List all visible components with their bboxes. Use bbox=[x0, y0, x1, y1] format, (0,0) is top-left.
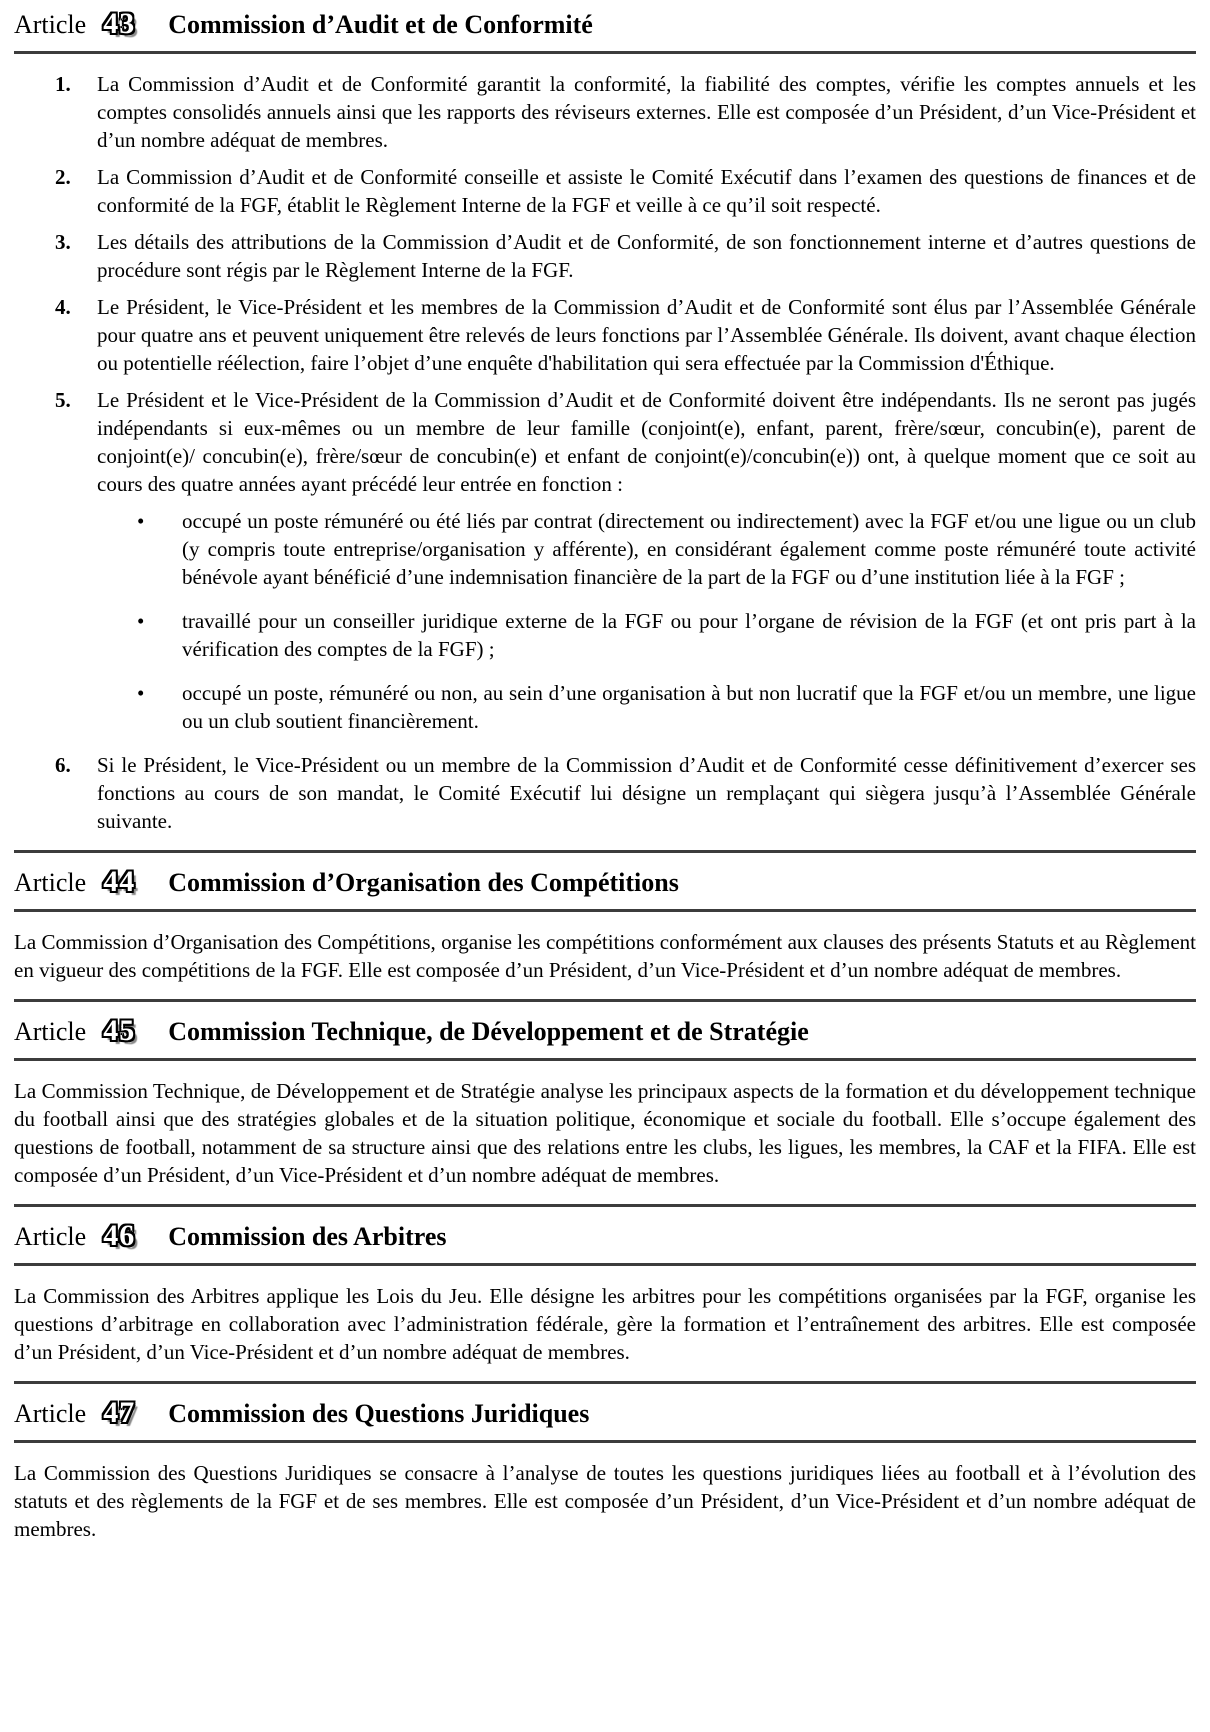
bullet-item-1 bbox=[14, 507, 1196, 591]
article-number: 46 bbox=[103, 1219, 136, 1252]
item-number: 4. bbox=[55, 295, 71, 319]
article-47-section bbox=[14, 1381, 1196, 1543]
article-43-heading bbox=[14, 6, 1196, 54]
item-text: Les détails des attributions de la Commission d’Audit et de Conformité, de son fonctionnement interne et d’autres questions de procédure sont régis par le Règlement Interne de la FGF. bbox=[97, 230, 1196, 282]
article-number: 47 bbox=[103, 1396, 136, 1429]
article-43-section bbox=[14, 6, 1196, 835]
article-45-heading bbox=[14, 999, 1196, 1061]
article-46-section bbox=[14, 1204, 1196, 1366]
article-47-body: La Commission des Questions Juridiques se consacre à l’analyse de toutes les questions juridiques liées au football et à l’évolution des statuts et des règlements de la FGF et de ses membres. Elle est composée d’un Président, d’un Vice-Président et d’un nombre adéquat de membres. bbox=[14, 1461, 1196, 1541]
item-number: 3. bbox=[55, 230, 71, 254]
article-label: Article bbox=[14, 868, 87, 897]
article-label: Article bbox=[14, 1017, 87, 1046]
bullet-list bbox=[14, 507, 1196, 735]
article-45-section bbox=[14, 999, 1196, 1189]
numbered-item-4 bbox=[14, 293, 1196, 377]
article-title: Commission Technique, de Développement et de Stratégie bbox=[168, 1017, 809, 1046]
item-number: 5. bbox=[55, 388, 71, 412]
bullet-text: • occupé un poste, rémunéré ou non, au sein d’une organisation à but non lucratif que la FGF et/ou un membre, une ligue ou un club soutient financièrement. bbox=[182, 681, 1196, 733]
article-label: Article bbox=[14, 10, 87, 39]
numbered-item-2 bbox=[14, 163, 1196, 219]
numbered-item-3 bbox=[14, 228, 1196, 284]
article-title: Commission d’Audit et de Conformité bbox=[168, 10, 593, 39]
article-46-heading bbox=[14, 1204, 1196, 1266]
article-number: 45 bbox=[103, 1014, 136, 1047]
item-number: 2. bbox=[55, 165, 71, 189]
numbered-item-1 bbox=[14, 70, 1196, 154]
article-title: Commission des Questions Juridiques bbox=[168, 1399, 590, 1428]
article-44-body: La Commission d’Organisation des Compétitions, organise les compétitions conformément aux clauses des présents Statuts et au Règlement en vigueur des compétitions de la FGF. Elle est composée d’un Président, d’un Vice-Président et d’un nombre adéquat de membres. bbox=[14, 930, 1196, 982]
article-title: Commission d’Organisation des Compétitions bbox=[168, 868, 679, 897]
article-43-content bbox=[14, 70, 1196, 835]
article-44-heading bbox=[14, 850, 1196, 912]
bullet-text: • occupé un poste rémunéré ou été liés par contrat (directement ou indirectement) avec la FGF et/ou une ligue ou un club (y compris toute entreprise/organisation y afférente), en considérant également comme poste rémunéré toute activité bénévole ayant bénéficié d’une indemnisation financière de la part de la FGF ou d’une institution liée à la FGF ; bbox=[182, 509, 1196, 589]
item-number: 1. bbox=[55, 72, 71, 96]
item-text: Le Président et le Vice-Président de la Commission d’Audit et de Conformité doivent être indépendants. Ils ne seront pas jugés indépendants si eux-mêmes ou un membre de leur famille (conjoint(e), enfant, parent, frère/sœur, concubin(e), parent de conjoint(e)/ concubin(e), frère/sœur de concubin(e) et enfant de conjoint(e)/concubin(e)) ont, à quelque moment que ce soit au cours des quatre années ayant précédé leur entrée en fonction : bbox=[97, 388, 1196, 496]
item-text: Le Président, le Vice-Président et les membres de la Commission d’Audit et de Conformité sont élus par l’Assemblée Générale pour quatre ans et peuvent uniquement être relevés de leurs fonctions par l’Assemblée Générale. Ils doivent, avant chaque élection ou potentielle réélection, faire l’objet d’une enquête d'habilitation qui sera effectuée par la Commission d'Éthique. bbox=[97, 295, 1196, 375]
article-44-section bbox=[14, 850, 1196, 984]
numbered-item-5 bbox=[14, 386, 1196, 498]
article-number: 44 bbox=[103, 865, 136, 898]
item-text: La Commission d’Audit et de Conformité conseille et assiste le Comité Exécutif dans l’examen des questions de finances et de conformité de la FGF, établit le Règlement Interne de la FGF et veille à ce qu’il soit respecté. bbox=[97, 165, 1196, 217]
article-46-body: La Commission des Arbitres applique les Lois du Jeu. Elle désigne les arbitres pour les compétitions organisées par la FGF, organise les questions d’arbitrage en collaboration avec l’administration fédérale, gère la formation et l’entraînement des arbitres. Elle est composée d’un Président, d’un Vice-Président et d’un nombre adéquat de membres. bbox=[14, 1284, 1196, 1364]
article-label: Article bbox=[14, 1222, 87, 1251]
article-45-body: La Commission Technique, de Développement et de Stratégie analyse les principaux aspects de la formation et du développement technique du football ainsi que des stratégies globales et de la situation politique, économique et sociale du football. Elle s’occupe également des questions de football, notamment de sa structure ainsi que des relations entre les clubs, les ligues, les membres, la CAF et la FIFA. Elle est composée d’un Président, d’un Vice-Président et d’un nombre adéquat de membres. bbox=[14, 1079, 1196, 1187]
article-label: Article bbox=[14, 1399, 87, 1428]
article-number: 43 bbox=[103, 7, 136, 40]
item-text: Si le Président, le Vice-Président ou un membre de la Commission d’Audit et de Conformité cesse définitivement d’exercer ses fonctions au cours de son mandat, le Comité Exécutif lui désigne un remplaçant qui siègera jusqu’à l’Assemblée Générale suivante. bbox=[97, 753, 1196, 833]
bullet-item-3 bbox=[14, 679, 1196, 735]
bullet-item-2 bbox=[14, 607, 1196, 663]
article-47-heading bbox=[14, 1381, 1196, 1443]
numbered-item-6 bbox=[14, 751, 1196, 835]
article-title: Commission des Arbitres bbox=[168, 1222, 447, 1251]
item-number: 6. bbox=[55, 753, 71, 777]
bullet-text: • travaillé pour un conseiller juridique externe de la FGF ou pour l’organe de révision de la FGF (et ont pris part à la vérification des comptes de la FGF) ; bbox=[182, 609, 1196, 661]
item-text: La Commission d’Audit et de Conformité garantit la conformité, la fiabilité des comptes, vérifie les comptes annuels et les comptes consolidés annuels ainsi que les rapports des réviseurs externes. Elle est composée d’un Président, d’un Vice-Président et d’un nombre adéquat de membres. bbox=[97, 72, 1196, 152]
